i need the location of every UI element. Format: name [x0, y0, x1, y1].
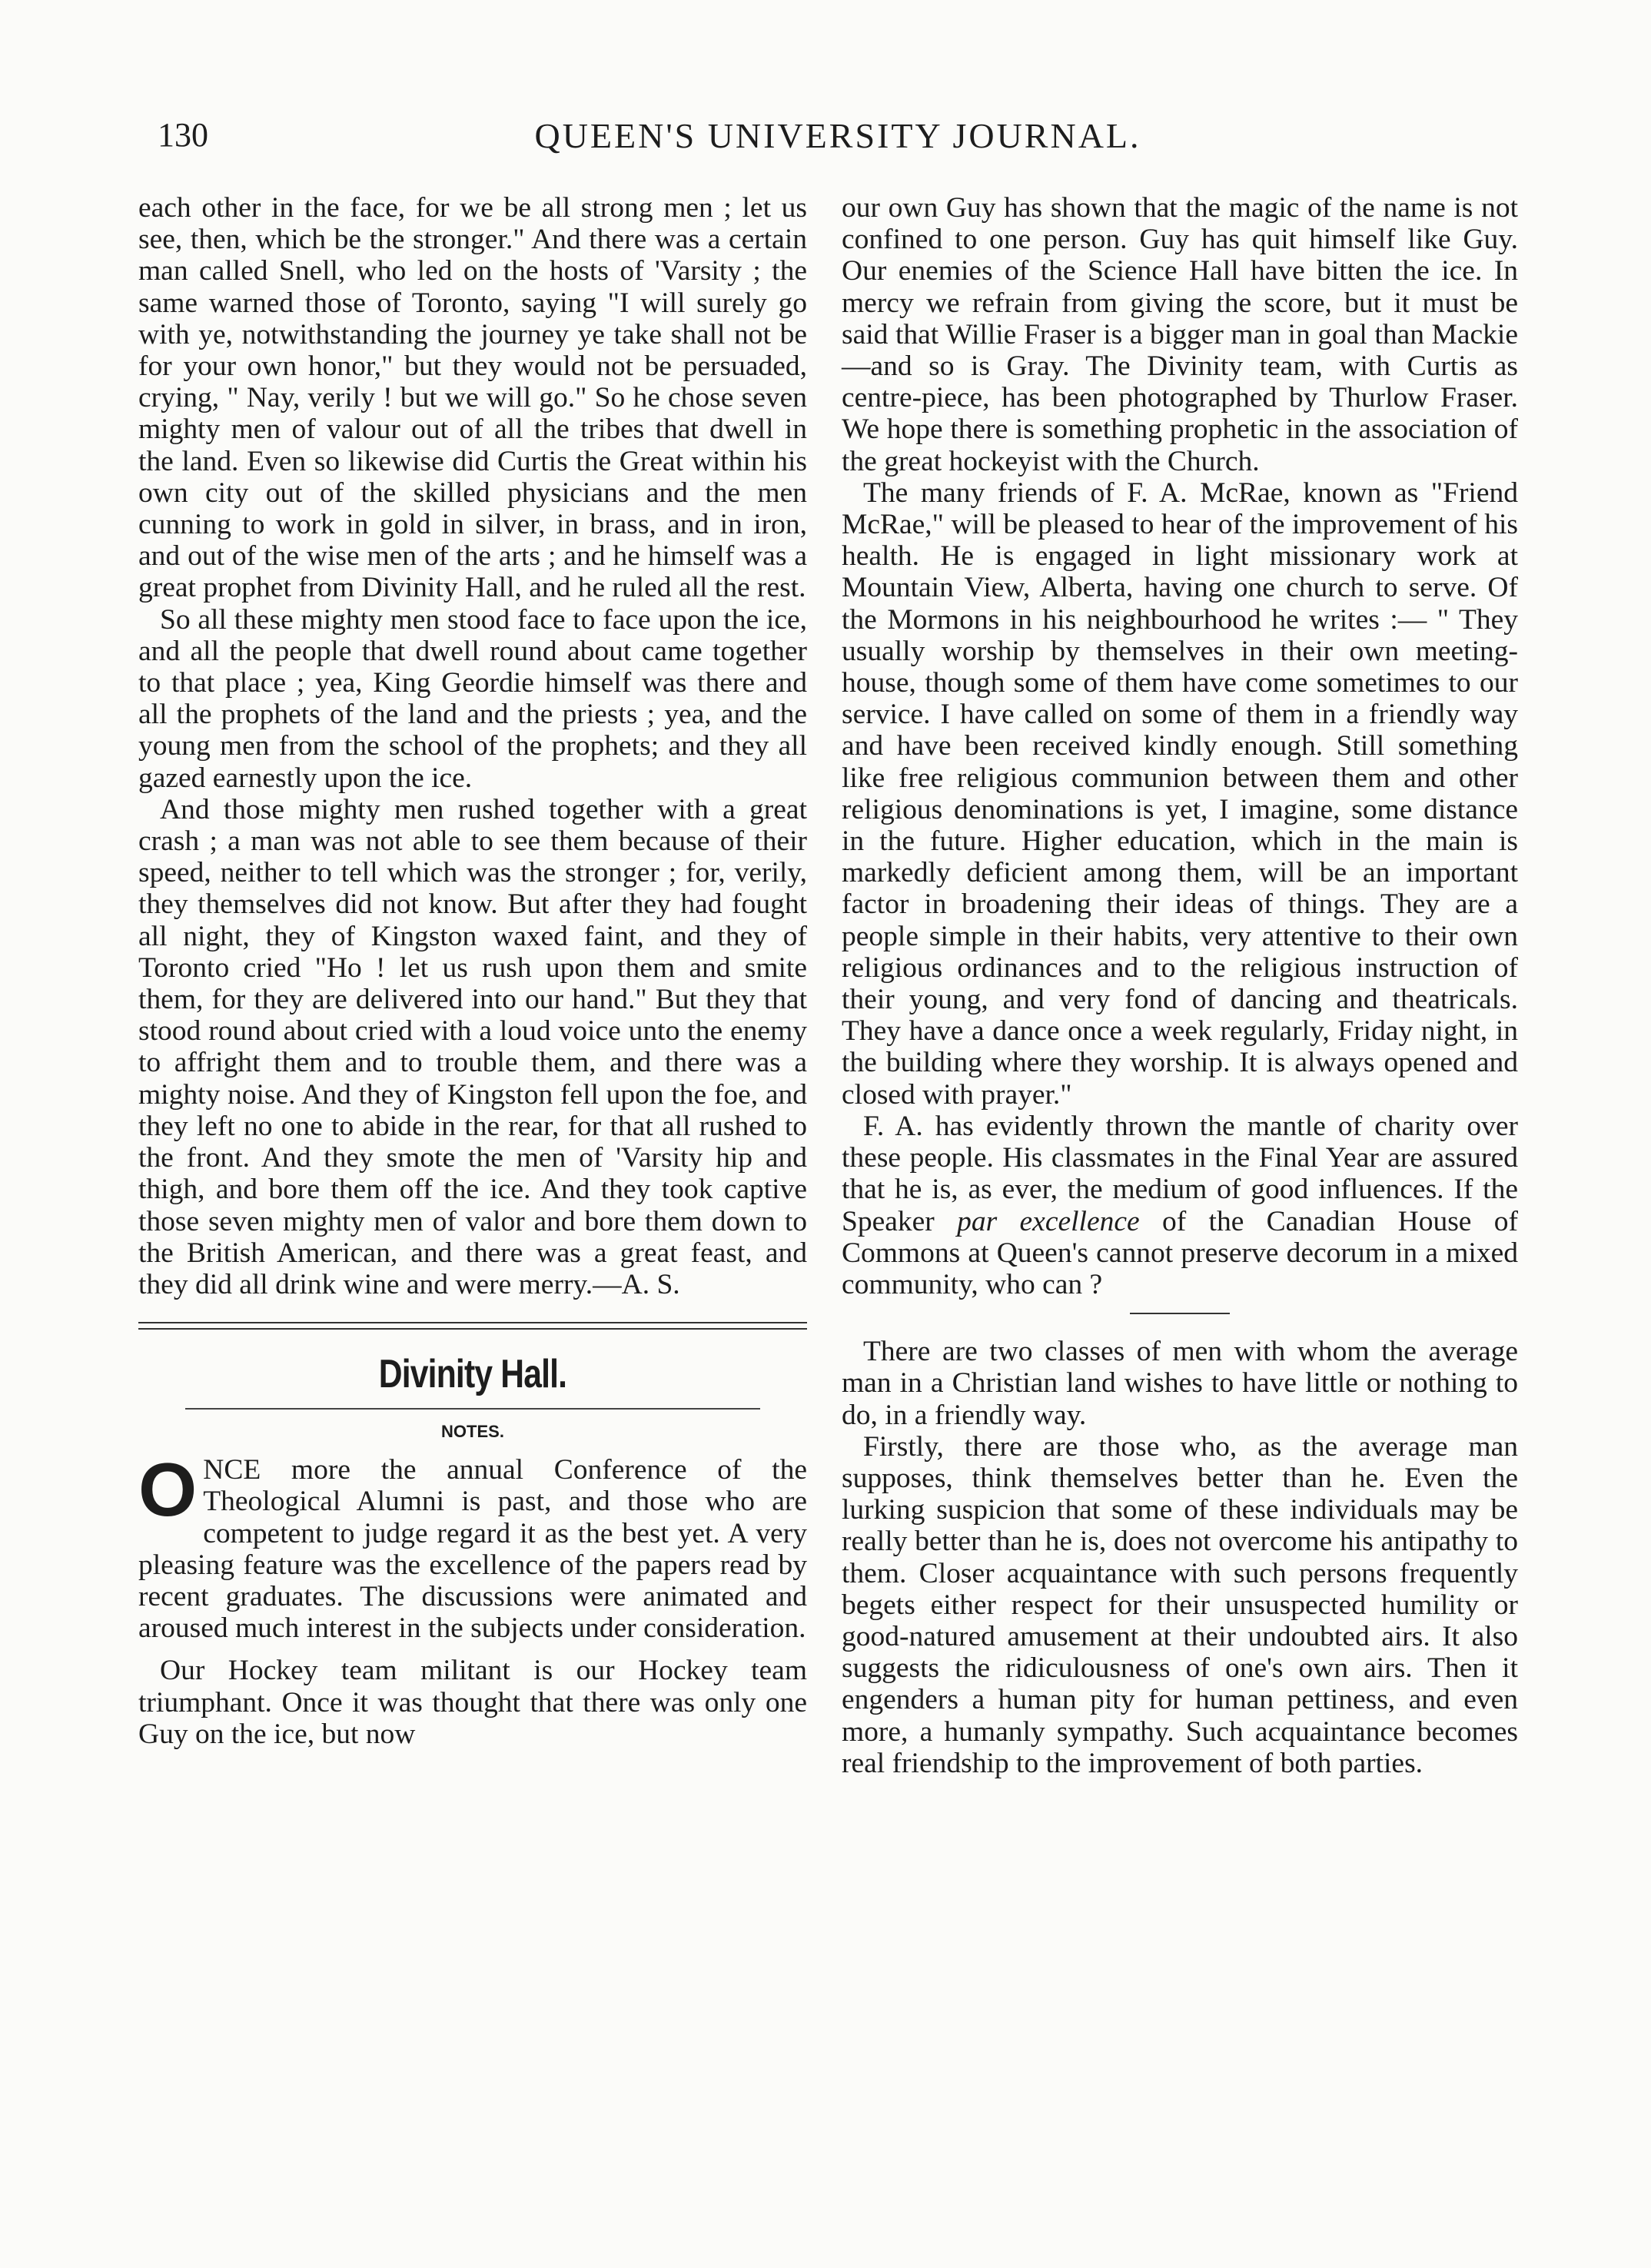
paragraph: Our Hockey team militant is our Hockey team triumphant. Once it was thought that there was only one Guy on the ice, but now: [138, 1655, 807, 1750]
title-underline: [185, 1408, 760, 1410]
paragraph: There are two classes of men with whom the average man in a Christian land wishes to have little or nothing to do, in a friendly way.: [842, 1336, 1518, 1431]
paragraph: each other in the face, for we be all strong men ; let us see, then, which be the stronger." And there was a certain man called Snell, who led on the hosts of 'Varsity ; the same warned those of Toronto, saying "I will surely go with ye, notwithstanding the journey ye take shall not be for your own honor," but they would not be persuaded, crying, " Nay, verily ! but we will go." So he chose seven mighty men of valour out of all the tribes that dwell in the land. Even so likewise did Curtis the Great within his own city out of the skilled physicians and the men cunning to work in gold in silver, in brass, and in iron, and out of the wise men of the arts ; and he himself was a great prophet from Divinity Hall, and he ruled all the rest.: [138, 192, 807, 604]
italic-phrase: par excellence: [957, 1205, 1140, 1237]
drop-cap: O: [138, 1447, 198, 1532]
notes-paragraph-text: more the annual Conference of the Theological Alumni is past, and those who are competent to judge regard it as the best yet. A very pleasing feature was the excellence of the papers read by recent graduates. The discussions were animated and aroused much interest in the subjects under consideration.: [138, 1454, 807, 1645]
lead-in-caps: NCE: [203, 1454, 261, 1486]
paragraph-text: F. A. has evidently thrown the mantle of charity over these people. His classmates in the Final Year are assured that he is, as ever, the medium of good influences. If the Speaker: [842, 1110, 1518, 1237]
section-divider: [138, 1322, 807, 1330]
paragraph-text: of the Canadian House of Commons at Queen's cannot preserve decorum in a mixed community, who can ?: [842, 1205, 1518, 1300]
page-header: [158, 115, 1518, 169]
page-number: 130: [158, 116, 208, 154]
notes-subheading: NOTES.: [441, 1422, 504, 1442]
paragraph: [842, 1111, 1518, 1300]
spacer: [138, 1644, 807, 1655]
paragraph: And those mighty men rushed together with a great crash ; a man was not able to see them because of their speed, neither to tell which was the stronger ; for, verily, they themselves did not know. But after they had fought all night, they of Kingston waxed faint, and they of Toronto cried "Ho ! let us rush upon them and smite them, for they are delivered into our hand." But they that stood round about cried with a loud voice unto the enemy to affright them and to trouble them, and there was a mighty noise. And they of Kingston fell upon the foe, and they left no one to abide in the rear, for that all rushed to the front. And they smote the men of 'Varsity hip and thigh, and bore them off the ice. And they took captive those seven mighty men of valor and bore them down to the British American, and there was a great feast, and they did all drink wine and were merry.—A. S.: [138, 793, 807, 1300]
left-column: [138, 192, 807, 1750]
paragraph: Firstly, there are those who, as the average man supposes, think themselves better than he. Even the lurking suspicion that some of these individuals may be really better than he is, does not overcome his antipathy to them. Closer acquaintance with such persons frequently begets either respect for their unsuspected humility or good-natured amusement at their undoubted airs. It also suggests the ridiculousness of one's own airs. Then it engenders a human pity for human pettiness, and even more, a humanly sympathy. Such acquaintance becomes real friendship to the improvement of both parties.: [842, 1430, 1518, 1779]
paragraph: our own Guy has shown that the magic of the name is not confined to one person. Guy has quit himself like Guy. Our enemies of the Science Hall have bitten the ice. In mercy we refrain from giving the score, but it must be said that Willie Fraser is a bigger man in goal than Mackie —and so is Gray. The Divinity team, with Curtis as centre-piece, has been photographed by Thurlow Fraser. We hope there is something prophetic in the association of the great hockeyist with the Church.: [842, 192, 1518, 477]
paragraph: The many friends of F. A. McRae, known as "Friend McRae," will be pleased to hear of the improvement of his health. He is engaged in light missionary work at Mountain View, Alberta, having one church to serve. Of the Mormons in his neighbourhood he writes :— " They usually worship by themselves in their own meeting-house, though some of them have come sometimes to our service. I have called on some of them in a friendly way and have been received kindly enough. Still something like free religious communion between them and other religious denominations is yet, I imagine, some distance in the future. Higher education, which in the main is markedly deficient among them, will be an important factor in broadening their ideas of things. They are a people simple in their habits, very attentive to their own religious ordinances and to the religious instruction of their young, and very fond of dancing and theatricals. They have a dance once a week regularly, Friday night, in the building where they worship. It is always opened and closed with prayer.": [842, 477, 1518, 1111]
paragraph: So all these mighty men stood face to face upon the ice, and all the people that dwell round about came together to that place ; yea, King Geordie himself was there and all the prophets of the land and the priests ; yea, and the young men from the school of the prophets; and they all gazed earnestly upon the ice.: [138, 603, 807, 794]
journal-title: QUEEN'S UNIVERSITY JOURNAL.: [534, 116, 1141, 155]
short-divider: [1130, 1313, 1230, 1314]
right-column: [842, 192, 1518, 1779]
section-title: Divinity Hall.: [378, 1352, 567, 1397]
notes-paragraph: [138, 1447, 807, 1645]
